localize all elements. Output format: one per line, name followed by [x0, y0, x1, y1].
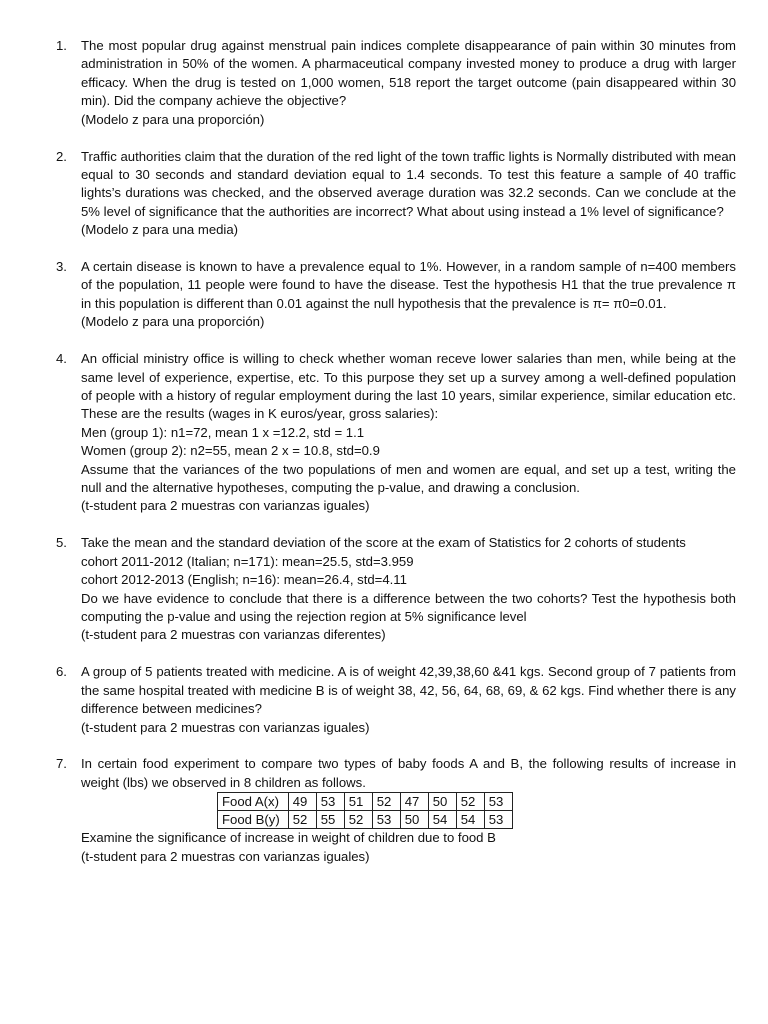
problem-number: 5.: [56, 535, 67, 551]
problem-hint: (Modelo z para una media): [81, 222, 239, 238]
table-cell: 53: [372, 811, 400, 829]
problem-hint: (t-student para 2 muestras con varianzas diferentes): [81, 627, 386, 643]
problem-7: [56, 755, 736, 866]
problem-number: 1.: [56, 38, 67, 53]
problem-text-continued: Do we have evidence to conclude that there is a difference between the two cohorts? Test the hypothesis both computing the p-value and using the rejection region at 5% significance level: [81, 590, 736, 624]
table-cell: 52: [344, 811, 372, 829]
table-cell: 52: [372, 793, 400, 811]
problem-hint: (t-student para 2 muestras con varianzas iguales): [81, 848, 370, 864]
table-cell: 54: [456, 811, 484, 829]
problem-2: [56, 148, 736, 240]
problem-text: Take the mean and the standard deviation of the score at the exam of Statistics for 2 cohorts of students: [81, 535, 686, 551]
problem-list: [56, 37, 736, 885]
problem-hint: (t-student para 2 muestras con varianzas iguales): [81, 719, 370, 735]
problem-number: 4.: [56, 351, 67, 367]
table-cell: 52: [456, 793, 484, 811]
problem-number: 7.: [56, 756, 67, 772]
problem-5: [56, 534, 736, 644]
table-cell: 52: [288, 811, 316, 829]
problem-text: In certain food experiment to compare two types of baby foods A and B, the following results of increase in weight (lbs) we observed in 8 children as follows.: [81, 756, 736, 790]
problem-6: [56, 663, 736, 737]
problem-hint: (Modelo z para una proporción): [81, 314, 265, 330]
table-cell: 54: [428, 811, 456, 829]
data-line-men: Men (group 1): n1=72, mean 1 x =12.2, std = 1.1: [81, 424, 365, 440]
problem-text-continued: Examine the significance of increase in weight of children due to food B: [81, 830, 496, 846]
data-line-cohort-2012: cohort 2012-2013 (English; n=16): mean=26.4, std=4.11: [81, 572, 407, 588]
row-label: Food A(x): [218, 793, 289, 811]
table-cell: 49: [288, 793, 316, 811]
problem-number: 6.: [56, 664, 67, 680]
problem-4: [56, 350, 736, 516]
problem-number: 2.: [56, 148, 67, 164]
table-cell: 51: [344, 793, 372, 811]
table-cell: 53: [484, 811, 512, 829]
table-cell: 53: [316, 793, 344, 811]
problem-text: A certain disease is known to have a prevalence equal to 1%. However, in a random sample of n=400 members of the population, 11 people were found to have the disease. Test the hypothesis H1 that the true prevalence π in this population is different than 0.01 against the null hypothesis that the prevalence is π= π0=0.01.: [81, 259, 736, 311]
table-cell: 55: [316, 811, 344, 829]
row-label: Food B(y): [218, 811, 289, 829]
problem-text: The most popular drug against menstrual pain indices complete disappearance of pain within 30 minutes from administration in 50% of the women. A pharmaceutical company invested money to produce a drug with larger efficacy. When the drug is tested on 1,000 women, 518 report the target outcome (pain disappeared within 30 min). Did the company achieve the objective?: [81, 38, 736, 109]
table-row-food-b: [218, 811, 513, 829]
problem-text-continued: Assume that the variances of the two populations of men and women are equal, and set up a test, writing the null and the alternative hypotheses, computing the p-value, and drawing a conclusion.: [81, 461, 736, 496]
problem-text: A group of 5 patients treated with medicine. A is of weight 42,39,38,60 &41 kgs. Second group of 7 patients from the same hospital treated with medicine B is of weight 38, 42, 56, 64, 68, 69, & 62 kgs. Find whether there is any difference between medicines?: [81, 664, 736, 717]
food-weight-table: [217, 792, 513, 829]
data-line-women: Women (group 2): n2=55, mean 2 x = 10.8, std=0.9: [81, 443, 380, 459]
data-line-cohort-2011: cohort 2011-2012 (Italian; n=171): mean=25.5, std=3.959: [81, 553, 414, 569]
problem-hint: (Modelo z para una proporción): [81, 111, 265, 127]
table-cell: 50: [400, 811, 428, 829]
problem-3: [56, 258, 736, 332]
problem-text: Traffic authorities claim that the duration of the red light of the town traffic lights is Normally distributed with mean equal to 30 seconds and standard deviation equal to 1.4 seconds. To test this feature a sample of 40 traffic lights’s durations was checked, and the observed average duration was 32.2 seconds. Can we conclude at the 5% level of significance that the authorities are incorrect? What about using instead a 1% level of significance?: [81, 148, 736, 219]
table-cell: 53: [484, 793, 512, 811]
problem-text: An official ministry office is willing to check whether woman receve lower salaries than men, while being at the same level of experience, expertise, etc. To this purpose they set up a survey among a well-defined population of people with a history of regular employment during the last 10 years, similar experience, similar education etc. These are the results (wages in K euros/year, gross salaries):: [81, 351, 736, 422]
problem-hint: (t-student para 2 muestras con varianzas iguales): [81, 498, 370, 514]
table-cell: 50: [428, 793, 456, 811]
table-row-food-a: [218, 793, 513, 811]
table-cell: 47: [400, 793, 428, 811]
problem-number: 3.: [56, 259, 67, 275]
problem-1: [56, 37, 736, 129]
